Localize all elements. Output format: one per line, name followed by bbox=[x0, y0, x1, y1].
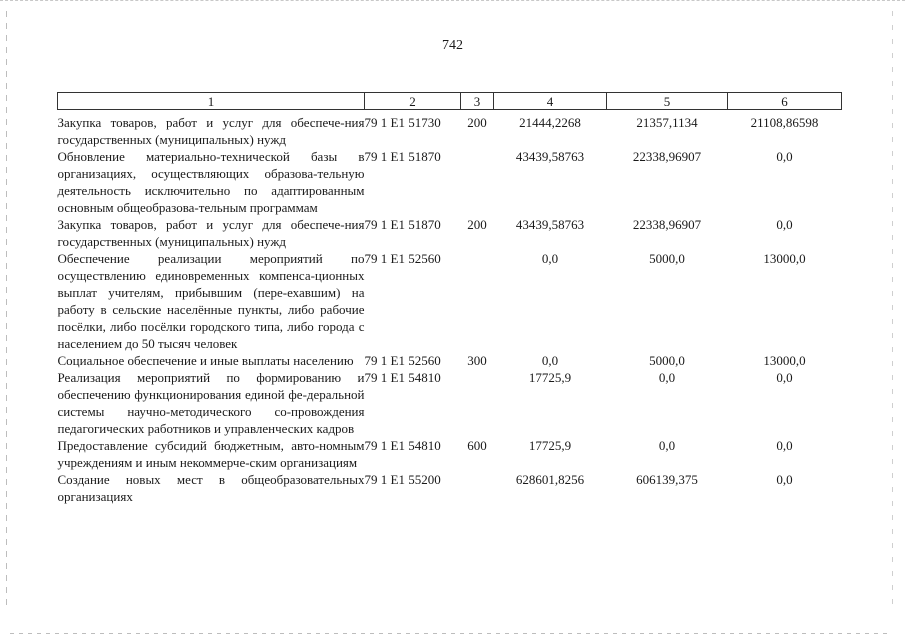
row-code: 79 1 E1 54810 bbox=[364, 438, 441, 453]
row-code: 79 1 E1 51870 bbox=[364, 149, 441, 164]
row-value-6: 0,0 bbox=[776, 149, 793, 164]
row-value-6: 0,0 bbox=[776, 472, 793, 487]
row-value-5: 606139,375 bbox=[636, 472, 698, 487]
row-name: Обновление материально-технической базы в организациях, осуществляющих образова-тельную деятельность исключительно по адаптированным основным общеобразова-тельным программам bbox=[57, 149, 365, 215]
row-expense-type: 600 bbox=[467, 438, 487, 453]
row-value-4: 43439,58763 bbox=[515, 217, 585, 232]
row-name: Предоставление субсидий бюджетным, авто-номным учреждениям и иным некоммерче-ским организациям bbox=[57, 438, 365, 470]
column-header: 1 bbox=[58, 93, 365, 110]
row-value-4: 43439,58763 bbox=[515, 149, 585, 164]
column-header: 6 bbox=[728, 93, 842, 110]
row-expense-type: 200 bbox=[467, 115, 487, 130]
row-code: 79 1 E1 55200 bbox=[364, 472, 441, 487]
page-number: 742 bbox=[442, 38, 463, 53]
column-header: 2 bbox=[365, 93, 461, 110]
row-name: Обеспечение реализации мероприятий по осуществлению единовременных компенса-ционных выплат учителям, прибывшим (пере-ехавшим) на работу в сельские населённые пункты, либо рабочие посёлки, либо посёлки городского типа, либо города с населением до 50 тысяч человек bbox=[57, 251, 365, 351]
row-name: Реализация мероприятий по формированию и обеспечению функционирования единой фе-деральной системы научно-методического со-провождения педагогических работников и управленческих кадров bbox=[57, 370, 365, 436]
row-code: 79 1 E1 52560 bbox=[364, 251, 441, 266]
table-row bbox=[58, 216, 842, 250]
row-expense-type: 300 bbox=[467, 353, 487, 368]
scan-edge-bottom bbox=[10, 633, 890, 634]
table-row bbox=[58, 114, 842, 148]
row-value-6: 0,0 bbox=[776, 217, 793, 232]
row-value-5: 21357,1134 bbox=[636, 115, 698, 130]
column-header: 3 bbox=[461, 93, 494, 110]
row-expense-type: 200 bbox=[467, 217, 487, 232]
table-row bbox=[58, 148, 842, 216]
row-value-4: 17725,9 bbox=[528, 370, 572, 385]
row-value-5: 22338,96907 bbox=[632, 149, 702, 164]
row-name: Социальное обеспечение и иные выплаты населению bbox=[57, 353, 354, 368]
row-value-4: 21444,2268 bbox=[519, 115, 581, 130]
table-row bbox=[58, 471, 842, 505]
row-value-4: 17725,9 bbox=[528, 438, 572, 453]
table-row bbox=[58, 352, 842, 369]
row-value-6: 21108,86598 bbox=[750, 115, 819, 130]
row-name: Создание новых мест в общеобразовательных организациях bbox=[57, 472, 365, 504]
row-value-4: 628601,8256 bbox=[515, 472, 585, 487]
table-header-row bbox=[58, 93, 842, 110]
row-value-5: 5000,0 bbox=[649, 353, 685, 368]
row-code: 79 1 E1 51730 bbox=[364, 115, 441, 130]
row-expense-type bbox=[461, 148, 494, 216]
column-header: 5 bbox=[607, 93, 728, 110]
row-code: 79 1 E1 51870 bbox=[364, 217, 441, 232]
column-header: 4 bbox=[494, 93, 607, 110]
row-value-5: 0,0 bbox=[658, 438, 676, 453]
row-value-5: 5000,0 bbox=[649, 251, 685, 266]
table-row bbox=[58, 369, 842, 437]
row-code: 79 1 E1 54810 bbox=[364, 370, 441, 385]
scan-edge-left bbox=[6, 11, 7, 611]
row-value-6: 13000,0 bbox=[763, 353, 806, 368]
row-expense-type bbox=[461, 250, 494, 352]
row-expense-type bbox=[461, 471, 494, 505]
row-value-4: 0,0 bbox=[541, 353, 559, 368]
scan-edge-right bbox=[892, 11, 893, 611]
row-value-5: 22338,96907 bbox=[632, 217, 702, 232]
row-value-6: 0,0 bbox=[776, 438, 793, 453]
table-row bbox=[58, 437, 842, 471]
budget-table bbox=[57, 92, 842, 505]
row-name: Закупка товаров, работ и услуг для обеспече-ния государственных (муниципальных) нужд bbox=[57, 217, 365, 249]
row-value-6: 13000,0 bbox=[763, 251, 806, 266]
row-expense-type bbox=[461, 369, 494, 437]
table-row bbox=[58, 250, 842, 352]
row-value-5: 0,0 bbox=[658, 370, 676, 385]
row-value-6: 0,0 bbox=[776, 370, 793, 385]
row-value-4: 0,0 bbox=[541, 251, 559, 266]
row-code: 79 1 E1 52560 bbox=[364, 353, 441, 368]
row-name: Закупка товаров, работ и услуг для обеспече-ния государственных (муниципальных) нужд bbox=[57, 115, 365, 147]
